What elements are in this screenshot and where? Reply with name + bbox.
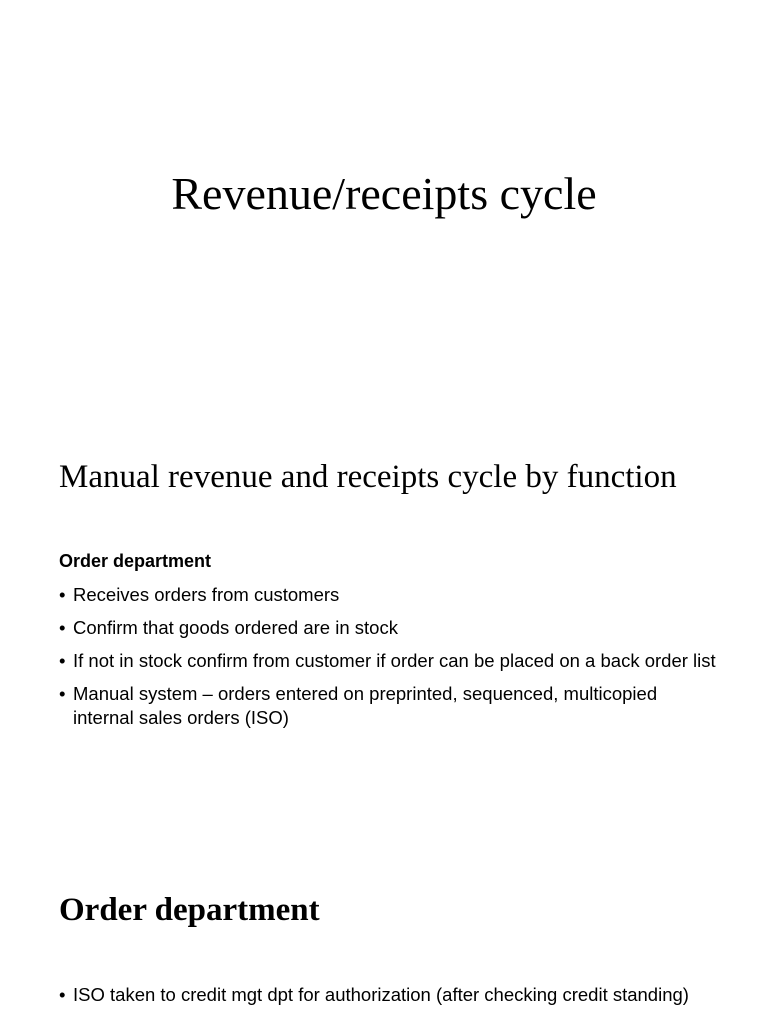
bullet-text: Receives orders from customers (73, 584, 340, 605)
bullet-item (59, 616, 719, 640)
slide-order-department (0, 832, 768, 1024)
slide-2-title: Manual revenue and receipts cycle by function (59, 459, 677, 495)
bullet-icon: • (59, 984, 66, 1005)
bullet-icon: • (59, 617, 66, 638)
bullet-list (59, 583, 719, 739)
bullet-item (59, 682, 719, 730)
bullet-list (59, 983, 719, 1016)
bullet-icon: • (59, 683, 66, 704)
section-heading-order-department: Order department (59, 551, 212, 571)
bullet-item (59, 649, 719, 673)
bullet-text: ISO taken to credit mgt dpt for authorization (after checking credit standing) (73, 984, 689, 1005)
slide-title (0, 0, 768, 432)
bullet-icon: • (59, 584, 66, 605)
bullet-text: If not in stock confirm from customer if order can be placed on a back order list (73, 650, 716, 671)
slide-title-heading: Revenue/receipts cycle (171, 168, 597, 219)
bullet-icon: • (59, 650, 66, 671)
bullet-item (59, 583, 719, 607)
bullet-text: Confirm that goods ordered are in stock (73, 617, 398, 638)
bullet-item (59, 983, 719, 1007)
slide-order-function (0, 432, 768, 832)
bullet-text: Manual system – orders entered on preprinted, sequenced, multicopied internal sales orders (ISO) (73, 683, 658, 728)
slide-3-title: Order department (59, 892, 320, 928)
